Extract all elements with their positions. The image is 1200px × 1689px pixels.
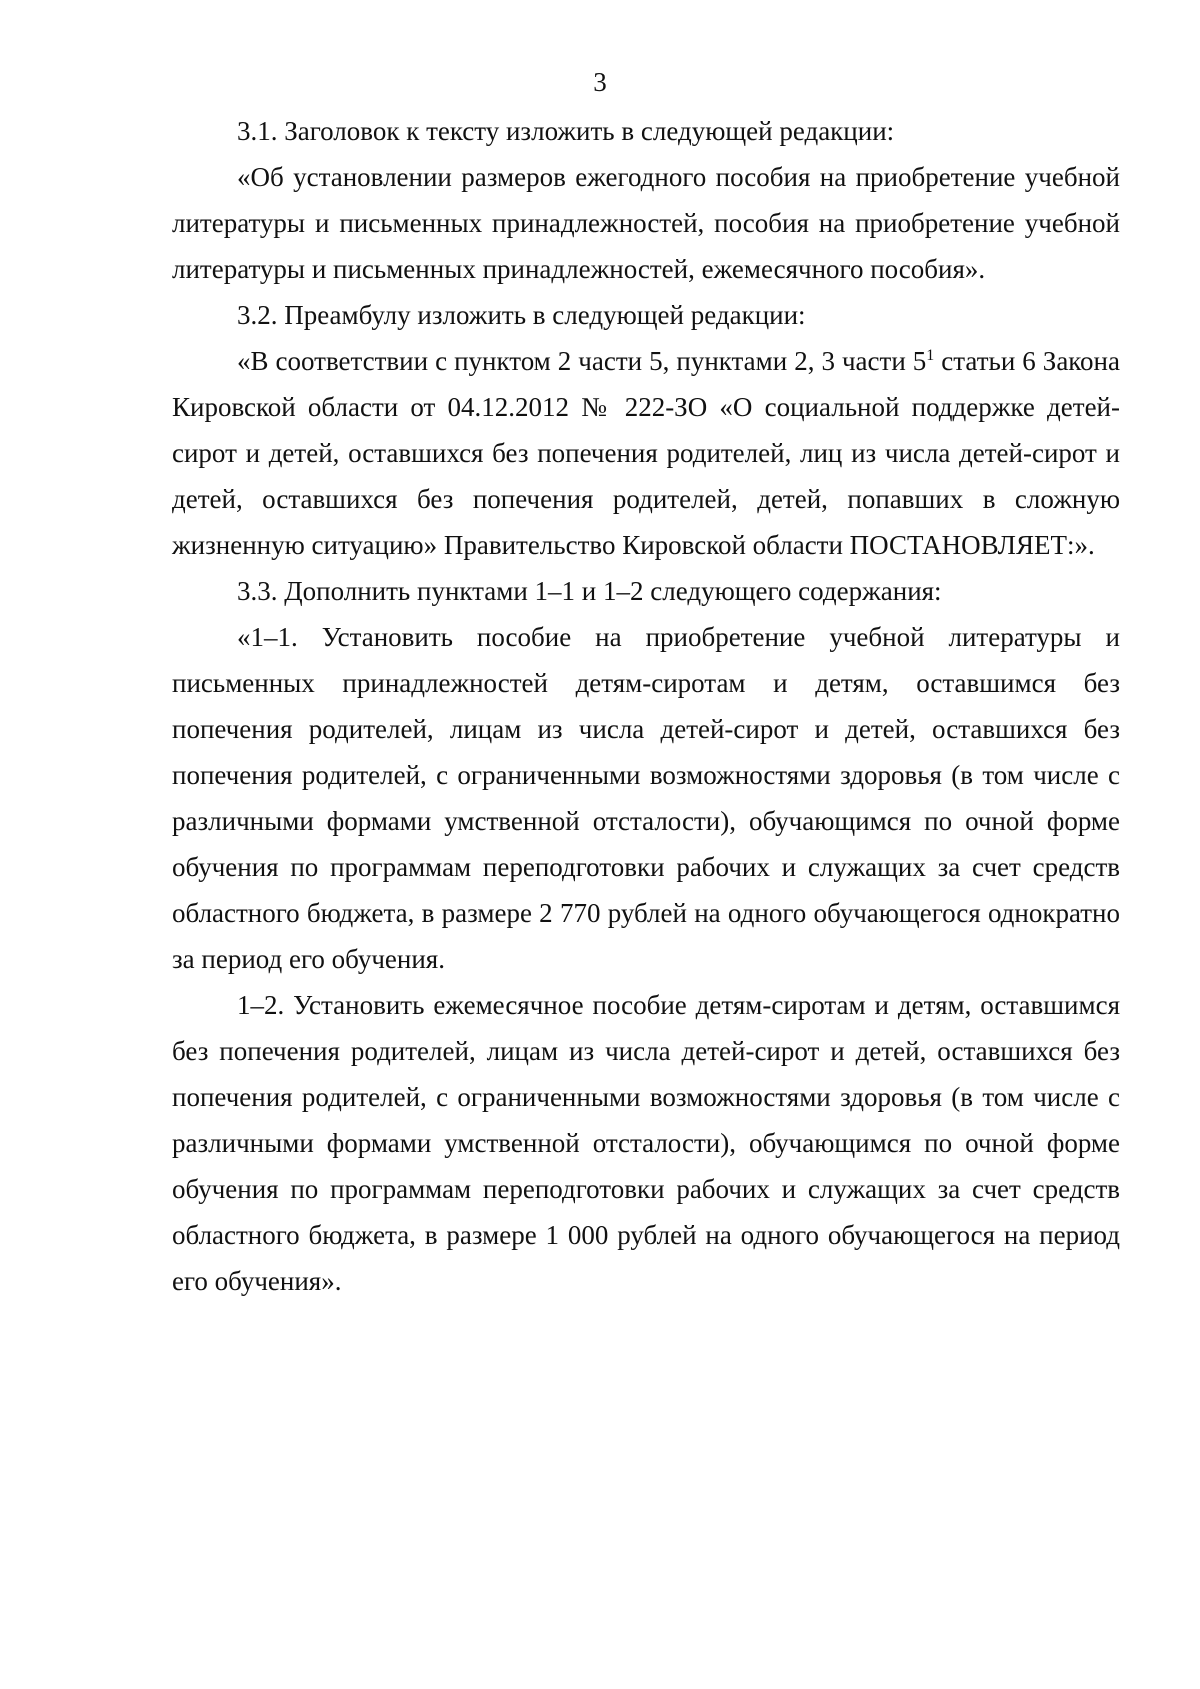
preamble-text-end: статьи 6 Закона Кировской области от 04.12.2012 № 222-ЗО «О социальной поддержке детей-сирот и детей, оставшихся без попечения родителей, лиц из числа детей-сирот и детей, оставшихся без попечения родителей, детей, попавших в сложную жизненную ситуацию» Правительство Кировской области ПОСТАНОВЛЯЕТ:». xyxy=(172,346,1120,560)
paragraph-3-3: 3.3. Дополнить пунктами 1–1 и 1–2 следующего содержания: xyxy=(237,576,942,606)
preamble-text-start: «В соответствии с пунктом 2 части 5, пунктами 2, 3 части 5 xyxy=(237,346,927,376)
paragraph-3-2: 3.2. Преамбулу изложить в следующей редакции: xyxy=(237,300,806,330)
paragraph-1-1: «1–1. Установить пособие на приобретение учебной литературы и письменных принадлежностей детям-сиротам и детям, оставшимся без попечения родителей, лицам из числа детей-сирот и детей, оставшихся без попечения родителей, с ограниченными возможностями здоровья (в том числе с различными формами умственной отсталости), обучающимся по очной форме обучения по программам переподготовки рабочих и служащих за счет средств областного бюджета, в размере 2 770 рублей на одного обучающегося однократно за период его обучения. xyxy=(172,622,1120,974)
paragraph-3-1-quote: «Об установлении размеров ежегодного пособия на приобретение учебной литературы и письменных принадлежностей, пособия на приобретение учебной литературы и письменных принадлежностей, ежемесячного пособия». xyxy=(172,162,1120,284)
paragraph-1-2: 1–2. Установить ежемесячное пособие детям-сиротам и детям, оставшимся без попечения родителей, лицам из числа детей-сирот и детей, оставшихся без попечения родителей, с ограниченными возможностями здоровья (в том числе с различными формами умственной отсталости), обучающимся по очной форме обучения по программам переподготовки рабочих и служащих за счет средств областного бюджета, в размере 1 000 рублей на одного обучающегося на период его обучения». xyxy=(172,990,1120,1296)
page-number: 3 xyxy=(593,67,607,97)
paragraph-3-1: 3.1. Заголовок к тексту изложить в следующей редакции: xyxy=(237,116,895,146)
superscript-index: 1 xyxy=(926,347,935,364)
paragraph-3-2-quote xyxy=(172,338,1120,568)
document-body xyxy=(172,108,1120,1304)
